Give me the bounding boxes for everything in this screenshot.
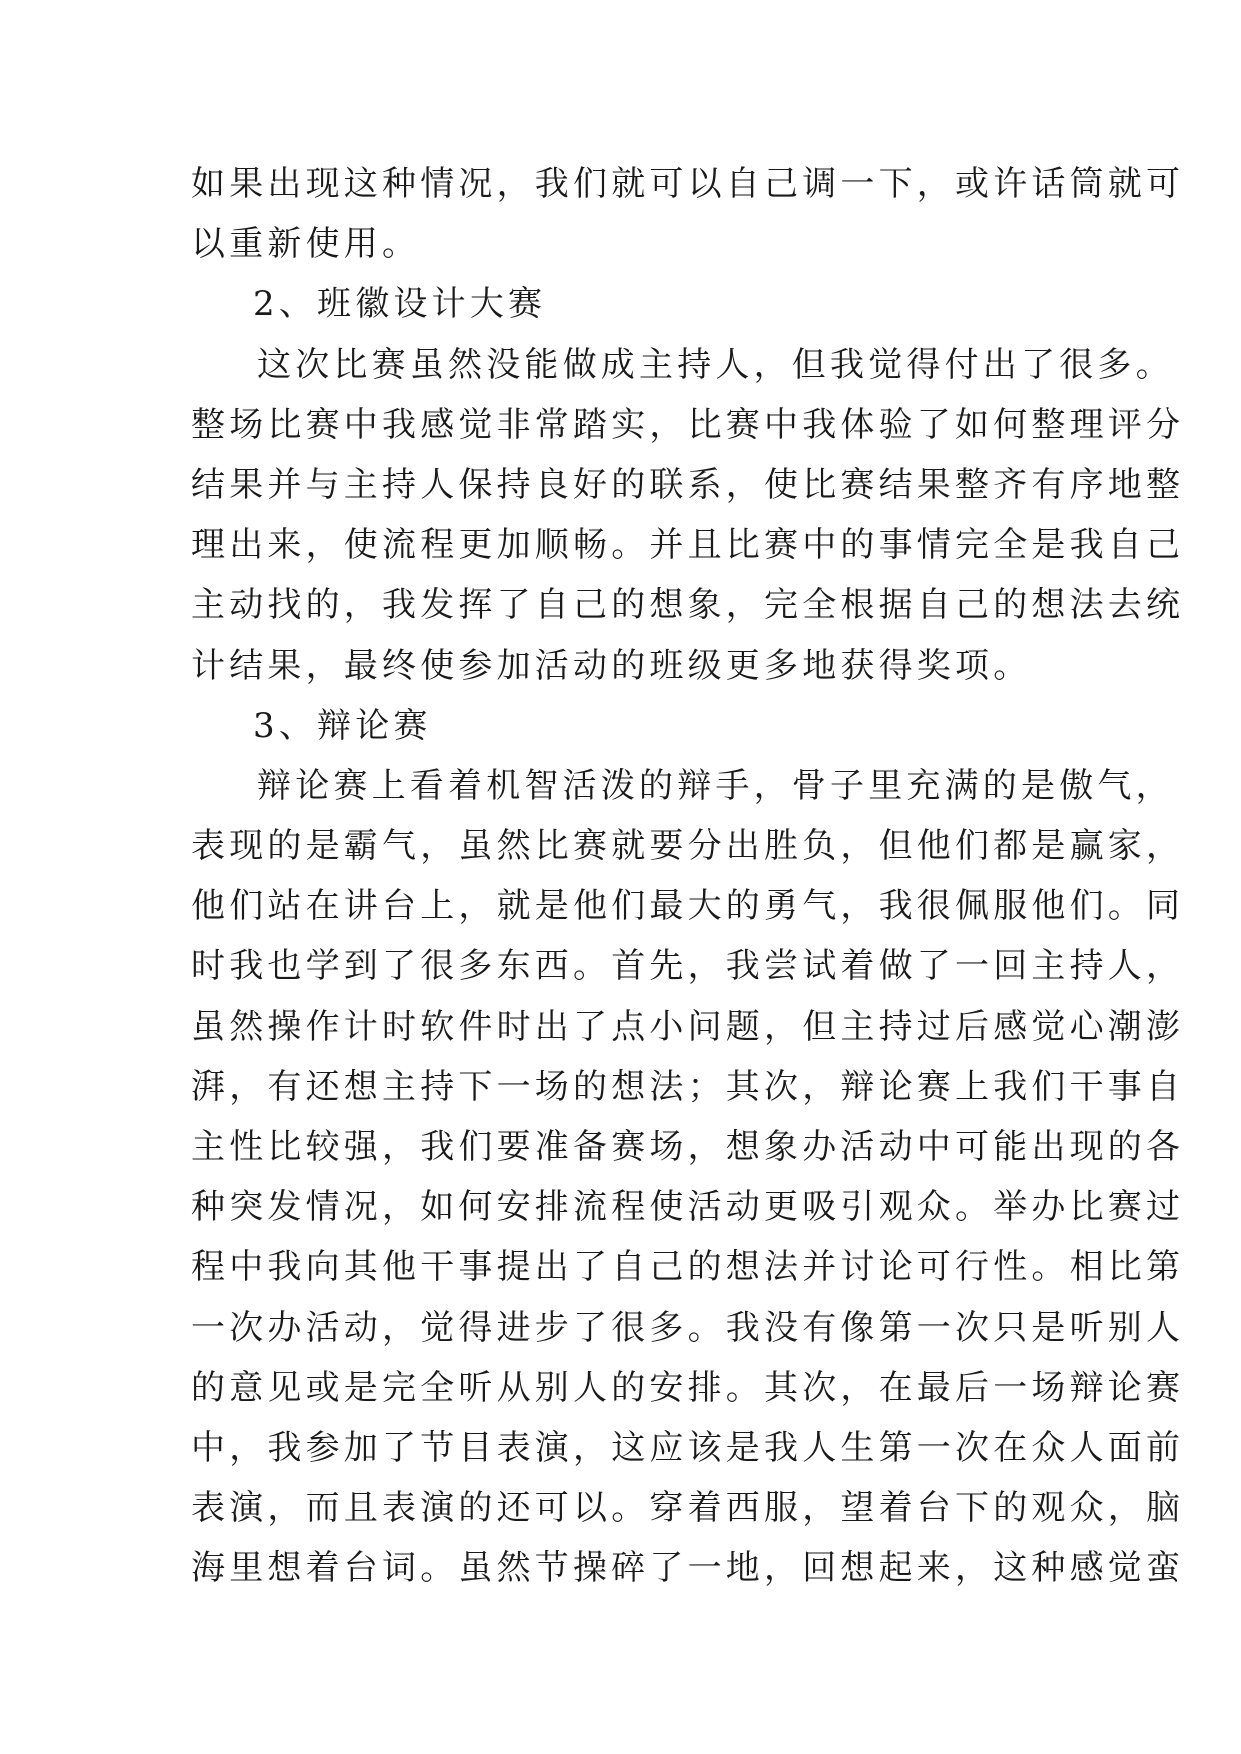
text-line: 种突发情况，如何安排流程使活动更吸引观众。举办比赛过 (191, 1187, 1185, 1228)
text-line: 时我也学到了很多东西。首先，我尝试着做了一回主持人， (191, 946, 1185, 987)
text-line: 计结果，最终使参加活动的班级更多地获得奖项。 (191, 645, 1032, 686)
text-line: 表演，而且表演的还可以。穿着西服，望着台下的观众，脑 (191, 1488, 1185, 1529)
text-line: 结果并与主持人保持良好的联系，使比赛结果整齐有序地整 (191, 464, 1185, 505)
text-line: 主动找的，我发挥了自己的想象，完全根据自己的想法去统 (191, 585, 1185, 626)
text-line: 表现的是霸气，虽然比赛就要分出胜负，但他们都是赢家， (191, 826, 1185, 867)
text-line: 海里想着台词。虽然节操碎了一地，回想起来，这种感觉蛮 (191, 1548, 1185, 1589)
text-line: 他们站在讲台上，就是他们最大的勇气，我很佩服他们。同 (191, 886, 1185, 927)
text-line: 主性比较强，我们要准备赛场，想象办活动中可能出现的各 (191, 1127, 1185, 1167)
text-line: 中，我参加了节目表演，这应该是我人生第一次在众人面前 (191, 1427, 1185, 1468)
document-body (191, 154, 1185, 1599)
text-line: 以重新使用。 (191, 224, 421, 265)
text-line: 理出来，使流程更加顺畅。并且比赛中的事情完全是我自己 (191, 525, 1185, 566)
text-line: 如果出现这种情况，我们就可以自己调一下，或许话筒就可 (191, 164, 1185, 204)
text-line: 虽然操作计时软件时出了点小问题，但主持过后感觉心潮澎 (191, 1006, 1185, 1047)
text-line: 辩论赛上看着机智活泼的辩手，骨子里充满的是傲气， (257, 765, 1174, 806)
text-line: 湃，有还想主持下一场的想法；其次，辩论赛上我们干事自 (191, 1066, 1185, 1107)
text-line: 这次比赛虽然没能做成主持人，但我觉得付出了很多。 (257, 344, 1174, 385)
text-line: 一次办活动，觉得进步了很多。我没有像第一次只是听别人 (191, 1307, 1185, 1348)
section-heading: 3、辩论赛 (253, 705, 432, 746)
text-line: 程中我向其他干事提出了自己的想法并讨论可行性。相比第 (191, 1247, 1185, 1288)
text-line: 的意见或是完全听从别人的安排。其次，在最后一场辩论赛 (191, 1367, 1185, 1408)
text-line: 整场比赛中我感觉非常踏实，比赛中我体验了如何整理评分 (191, 404, 1185, 445)
section-heading: 2、班徽设计大赛 (253, 284, 547, 325)
